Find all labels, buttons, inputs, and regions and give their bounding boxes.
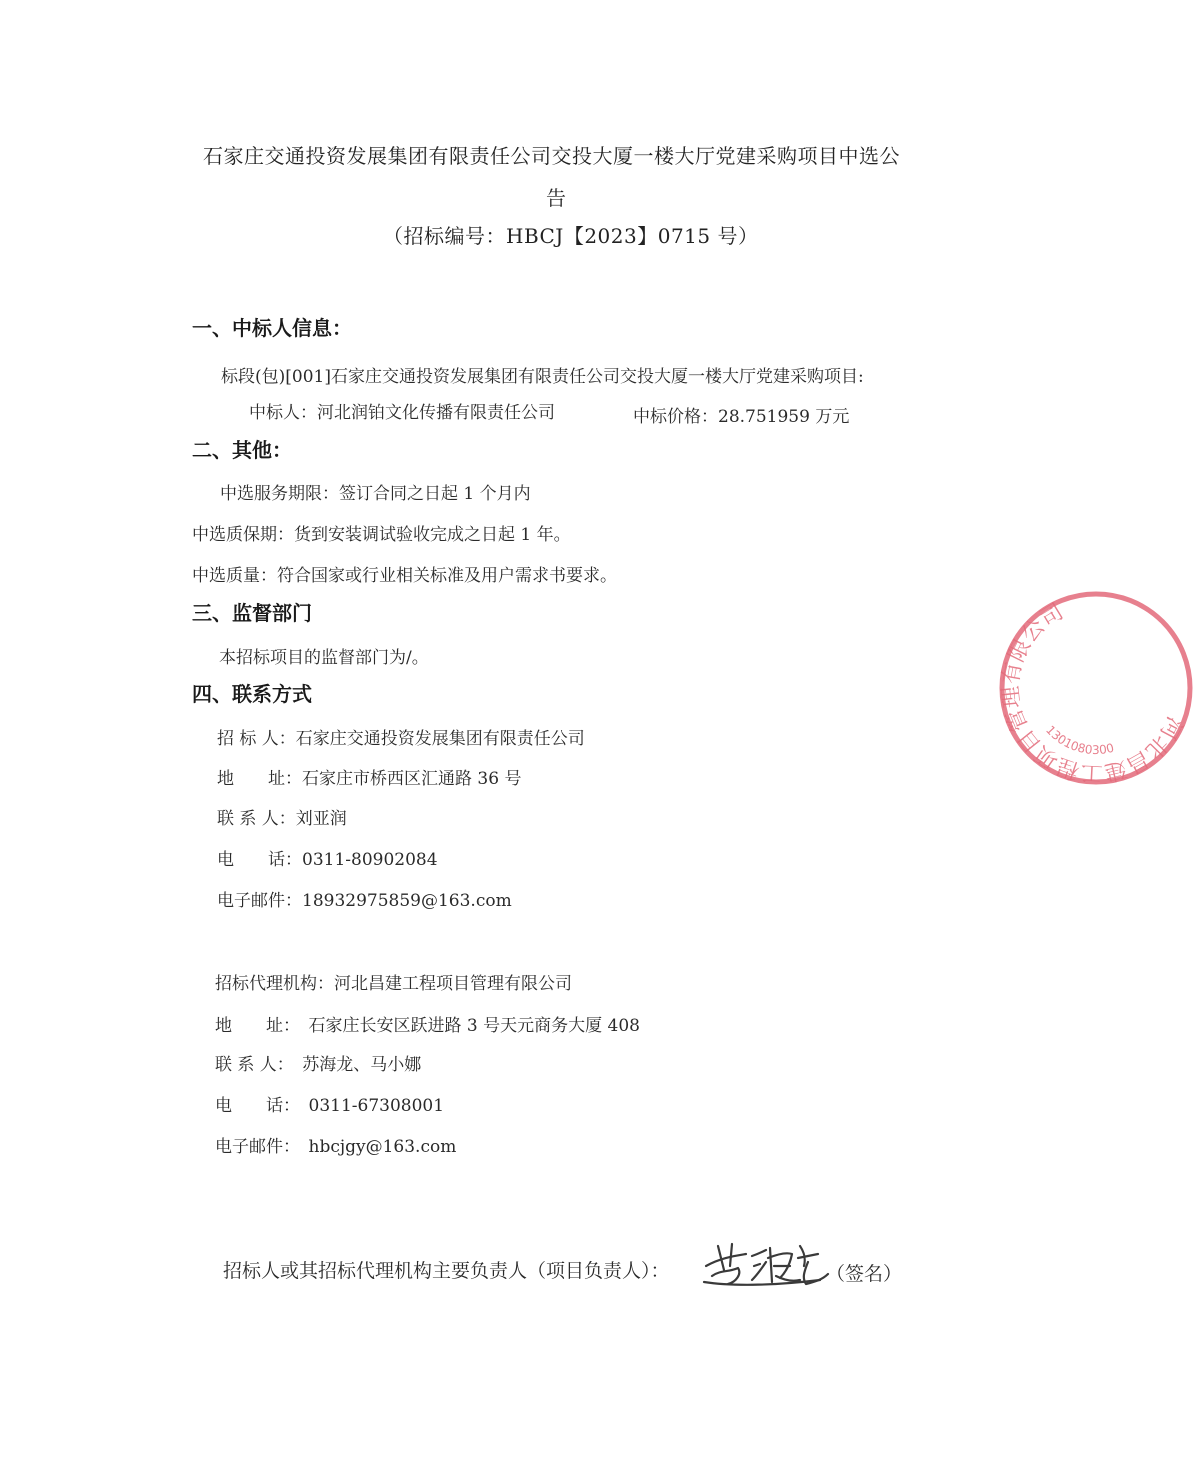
handwritten-signature bbox=[700, 1236, 835, 1292]
section-heading-contact: 四、联系方式 bbox=[192, 682, 312, 706]
section-heading-supervision: 三、监督部门 bbox=[192, 601, 312, 625]
signature-label: 招标人或其招标代理机构主要负责人（项目负责人）： bbox=[223, 1260, 670, 1282]
tenderer-name: 招 标 人：石家庄交通投资发展集团有限责任公司 bbox=[217, 729, 585, 749]
tender-number: （招标编号：HBCJ【2023】0715 号） bbox=[383, 224, 759, 248]
warranty-period: 中选质保期：货到安装调试验收完成之日起 1 年。 bbox=[192, 525, 571, 545]
section-heading-winner-info: 一、中标人信息： bbox=[192, 316, 352, 340]
agency-contact: 联 系 人： 苏海龙、马小娜 bbox=[215, 1055, 422, 1075]
company-seal bbox=[996, 588, 1196, 788]
signature-suffix: （签名） bbox=[826, 1263, 903, 1285]
agency-name: 招标代理机构：河北昌建工程项目管理有限公司 bbox=[215, 974, 572, 994]
lot-description: 标段(包)[001]石家庄交通投资发展集团有限责任公司交投大厦一楼大厅党建采购项目: bbox=[221, 367, 864, 387]
seal-number: 1301080300 bbox=[1043, 722, 1116, 758]
winning-price: 中标价格：28.751959 万元 bbox=[633, 407, 850, 427]
service-period: 中选服务期限：签订合同之日起 1 个月内 bbox=[220, 484, 531, 504]
notice-title-line2: 告 bbox=[546, 186, 567, 210]
agency-phone: 电 话： 0311-67308001 bbox=[215, 1096, 445, 1116]
winning-bidder: 中标人：河北润铂文化传播有限责任公司 bbox=[249, 403, 555, 423]
quality-requirement: 中选质量：符合国家或行业相关标准及用户需求书要求。 bbox=[192, 566, 617, 586]
agency-address: 地 址： 石家庄长安区跃进路 3 号天元商务大厦 408 bbox=[215, 1016, 640, 1036]
supervision-text: 本招标项目的监督部门为/。 bbox=[219, 648, 429, 668]
seal-text: 河北昌建工程项目管理有限公司 bbox=[998, 599, 1187, 786]
tenderer-address: 地 址：石家庄市桥西区汇通路 36 号 bbox=[217, 769, 522, 789]
tenderer-contact: 联 系 人：刘亚润 bbox=[217, 809, 347, 829]
section-heading-other: 二、其他： bbox=[192, 438, 292, 462]
agency-email: 电子邮件： hbcjgy@163.com bbox=[215, 1137, 457, 1157]
notice-title-line1: 石家庄交通投资发展集团有限责任公司交投大厦一楼大厅党建采购项目中选公 bbox=[203, 144, 900, 168]
tenderer-email: 电子邮件：18932975859@163.com bbox=[217, 891, 512, 911]
tenderer-phone: 电 话：0311-80902084 bbox=[217, 850, 438, 870]
